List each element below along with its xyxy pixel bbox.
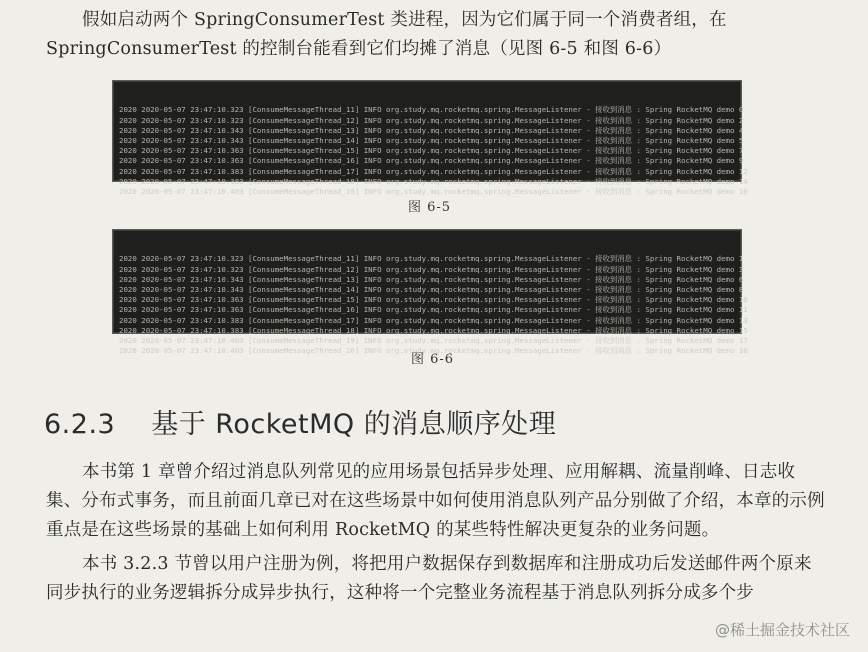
console-line: 2020 2020-05-07 23:47:10.383 [ConsumeMessageThread_17] INFO org.study.mq.rocketmq.spring.MessageListener - 接收到消息 : Spring RocketMQ demo 12	[119, 166, 748, 176]
console-line: 2020 2020-05-07 23:47:10.323 [ConsumeMessageThread_12] INFO org.study.mq.rocketmq.spring.MessageListener - 接收到消息 : Spring RocketMQ demo 3	[119, 264, 744, 274]
console-screenshot-6-6	[112, 229, 748, 356]
console-line: 2020 2020-05-07 23:47:10.403 [ConsumeMessageThread_19] INFO org.study.mq.rocketmq.spring.MessageListener - 接收到消息 : Spring RocketMQ demo 17	[119, 336, 748, 346]
console-line: 2020 2020-05-07 23:47:10.363 [ConsumeMessageThread_16] INFO org.study.mq.rocketmq.spring.MessageListener - 接收到消息 : Spring RocketMQ demo 11	[119, 305, 748, 315]
console-line: 2020 2020-05-07 23:47:10.403 [ConsumeMessageThread_19] INFO org.study.mq.rocketmq.spring.MessageListener - 接收到消息 : Spring RocketMQ demo 16	[119, 187, 748, 197]
section-heading	[44, 402, 556, 441]
body-paragraph: 本书 3.2.3 节曾以用户注册为例，将把用户数据保存到数据库和注册成功后发送邮件两个原来同步执行的业务逻辑拆分成异步执行，这种将一个完整业务流程基于消息队列拆分成多个步	[46, 554, 812, 603]
console-line: 2020 2020-05-07 23:47:10.343 [ConsumeMessageThread_13] INFO org.study.mq.rocketmq.spring.MessageListener - 接收到消息 : Spring RocketMQ demo 4	[119, 125, 744, 135]
console-line: 2020 2020-05-07 23:47:10.363 [ConsumeMessageThread_15] INFO org.study.mq.rocketmq.spring.MessageListener - 接收到消息 : Spring RocketMQ demo 7	[119, 146, 744, 156]
console-line: 2020 2020-05-07 23:47:10.343 [ConsumeMessageThread_14] INFO org.study.mq.rocketmq.spring.MessageListener - 接收到消息 : Spring RocketMQ demo 5	[119, 136, 744, 146]
console-lines	[119, 254, 748, 356]
console-line: 2020 2020-05-07 23:47:10.383 [ConsumeMessageThread_17] INFO org.study.mq.rocketmq.spring.MessageListener - 接收到消息 : Spring RocketMQ demo 13	[119, 315, 748, 325]
section-title: 基于 RocketMQ 的消息顺序处理	[151, 409, 557, 440]
console-line: 2020 2020-05-07 23:47:10.323 [ConsumeMessageThread_11] INFO org.study.mq.rocketmq.spring.MessageListener - 接收到消息 : Spring RocketMQ demo 1	[119, 254, 744, 264]
figure-caption-6-6: 图 6-6	[411, 352, 455, 367]
console-line: 2020 2020-05-07 23:47:10.323 [ConsumeMessageThread_11] INFO org.study.mq.rocketmq.spring.MessageListener - 接收到消息 : Spring RocketMQ demo 0	[119, 105, 744, 115]
watermark: @稀土掘金技术社区	[714, 621, 850, 639]
body-paragraph: 本书第 1 章曾介绍过消息队列常见的应用场景包括异步处理、应用解耦、流量削峰、日志收集、分布式事务，而且前面几章已对在这些场景中如何使用消息队列产品分别做了介绍，本章的示例重点是在这些场景的基础上如何利用 RocketMQ 的某些特性解决更复杂的业务问题。	[46, 462, 825, 540]
intro-paragraph: 假如启动两个 SpringConsumerTest 类进程，因为它们属于同一个消费者组，在 SpringConsumerTest 的控制台能看到它们均摊了消息（见图 6-5 和图 6-6）	[46, 10, 727, 59]
console-line: 2020 2020-05-07 23:47:10.363 [ConsumeMessageThread_15] INFO org.study.mq.rocketmq.spring.MessageListener - 接收到消息 : Spring RocketMQ demo 10	[119, 295, 748, 305]
console-line: 2020 2020-05-07 23:47:10.403 [ConsumeMessageThread_20] INFO org.study.mq.rocketmq.spring.MessageListener - 接收到消息 : Spring RocketMQ demo 18	[119, 346, 748, 356]
console-line: 2020 2020-05-07 23:47:10.363 [ConsumeMessageThread_16] INFO org.study.mq.rocketmq.spring.MessageListener - 接收到消息 : Spring RocketMQ demo 9	[119, 156, 744, 166]
section-number: 6.2.3	[44, 409, 116, 440]
console-line: 2020 2020-05-07 23:47:10.323 [ConsumeMessageThread_12] INFO org.study.mq.rocketmq.spring.MessageListener - 接收到消息 : Spring RocketMQ demo 2	[119, 115, 744, 125]
console-line: 2020 2020-05-07 23:47:10.343 [ConsumeMessageThread_13] INFO org.study.mq.rocketmq.spring.MessageListener - 接收到消息 : Spring RocketMQ demo 6	[119, 274, 744, 284]
console-line: 2020 2020-05-07 23:47:10.343 [ConsumeMessageThread_14] INFO org.study.mq.rocketmq.spring.MessageListener - 接收到消息 : Spring RocketMQ demo 8	[119, 285, 744, 295]
figure-caption-6-5: 图 6-5	[408, 200, 452, 215]
console-screenshot-6-5	[112, 80, 748, 197]
console-line: 2020 2020-05-07 23:47:10.383 [ConsumeMessageThread_18] INFO org.study.mq.rocketmq.spring.MessageListener - 接收到消息 : Spring RocketMQ demo 14	[119, 176, 748, 186]
console-line: 2020 2020-05-07 23:47:10.383 [ConsumeMessageThread_18] INFO org.study.mq.rocketmq.spring.MessageListener - 接收到消息 : Spring RocketMQ demo 15	[119, 325, 748, 335]
console-lines	[119, 105, 748, 197]
